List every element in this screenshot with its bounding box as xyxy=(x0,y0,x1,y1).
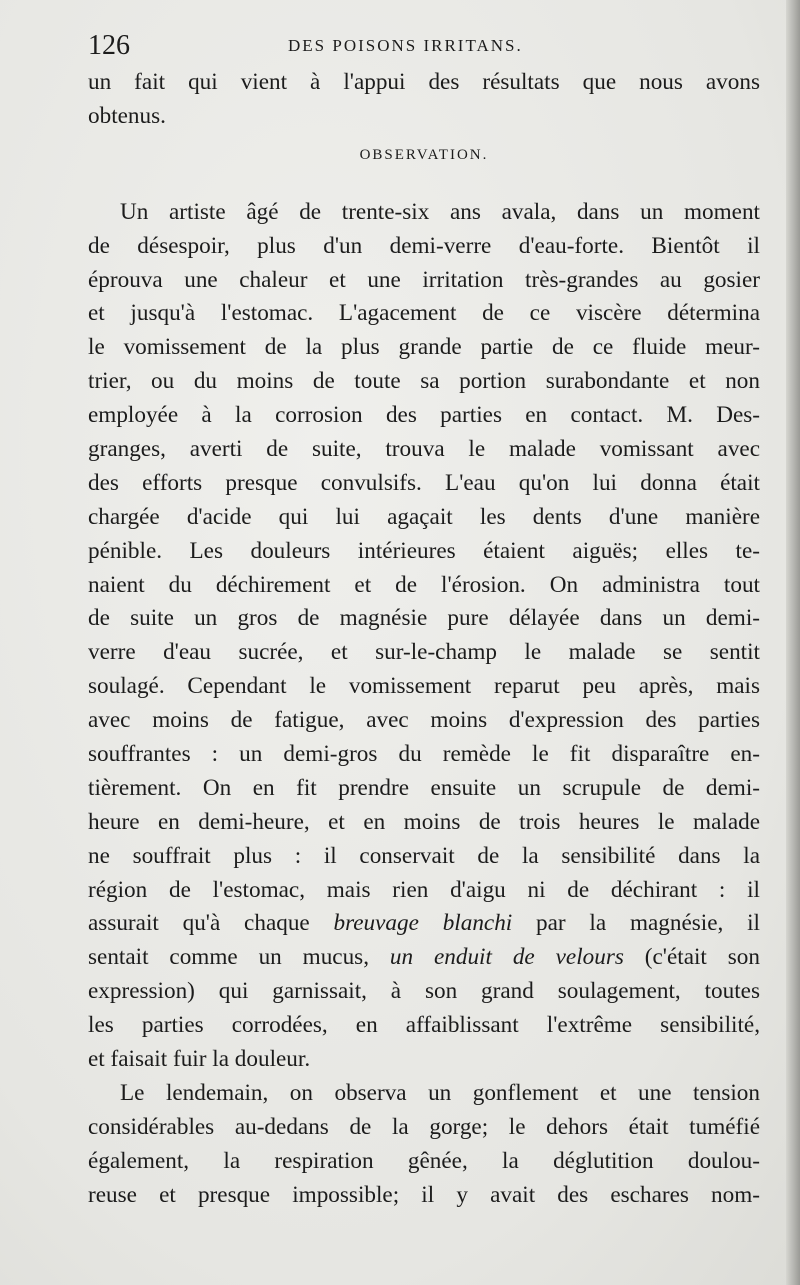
text-line-italic xyxy=(88,907,760,941)
line-segment: par la magnésie, il xyxy=(512,910,760,937)
text-line: avec moins de fatigue, avec moins d'expression des parties xyxy=(88,707,760,734)
text-line: des efforts presque convulsifs. L'eau qu'on lui donna était xyxy=(88,469,760,496)
page-edge-shadow xyxy=(786,0,800,1285)
italic-phrase: breuvage blanchi xyxy=(333,910,513,937)
italic-phrase: un enduit de velours xyxy=(389,944,624,971)
running-title: DES POISONS IRRITANS. xyxy=(288,36,523,55)
text-line: pénible. Les douleurs intérieures étaient aiguës; elles te- xyxy=(88,537,760,564)
text-line: obtenus. xyxy=(88,102,166,129)
section-heading: OBSERVATION. xyxy=(359,146,489,163)
text-line: de désespoir, plus d'un demi-verre d'eau-forte. Bientôt il xyxy=(88,232,760,259)
text-line: considérables au-dedans de la gorge; le dehors était tuméfié xyxy=(88,1113,760,1140)
text-line: de suite un gros de magnésie pure délayée dans un demi- xyxy=(88,605,760,632)
text-line: soulagé. Cependant le vomissement reparut peu après, mais xyxy=(88,673,760,700)
text-line: employée à la corrosion des parties en contact. M. Des- xyxy=(88,402,760,429)
text-line: expression) qui garnissait, à son grand soulagement, toutes xyxy=(88,978,760,1005)
text-line-italic xyxy=(88,941,760,975)
text-line: reuse et presque impossible; il y avait des eschares nom- xyxy=(88,1181,760,1208)
text-line: et faisait fuir la douleur. xyxy=(88,1046,311,1073)
text-line: région de l'estomac, mais rien d'aigu ni de déchirant : il xyxy=(88,876,760,903)
line-segment: assurait qu'à chaque xyxy=(88,910,334,937)
text-line: Le lendemain, on observa un gonflement et une tension xyxy=(120,1079,760,1106)
text-line: et jusqu'à l'estomac. L'agacement de ce viscère détermina xyxy=(88,300,760,327)
text-line: un fait qui vient à l'appui des résultats que nous avons xyxy=(88,69,760,95)
line-segment: (c'était son xyxy=(623,944,760,971)
text-line: éprouva une chaleur et une irritation très-grandes au gosier xyxy=(88,266,760,293)
text-line: les parties corrodées, en affaiblissant l'extrême sensibilité, xyxy=(88,1012,760,1039)
page-number: 126 xyxy=(88,30,130,61)
text-line: verre d'eau sucrée, et sur-le-champ le malade se sentit xyxy=(88,639,760,666)
text-line: souffrantes : un demi-gros du remède le fit disparaître en- xyxy=(88,741,760,768)
text-line: granges, averti de suite, trouva le malade vomissant avec xyxy=(88,436,760,463)
body-text xyxy=(88,66,760,1213)
text-line: également, la respiration gênée, la déglutition doulou- xyxy=(88,1147,760,1174)
page-header xyxy=(88,30,756,70)
text-line: tièrement. On en fit prendre ensuite un scrupule de demi- xyxy=(88,774,760,801)
text-line: chargée d'acide qui lui agaçait les dents d'une manière xyxy=(88,503,760,530)
text-line: heure en demi-heure, et en moins de trois heures le malade xyxy=(88,808,760,835)
text-line: trier, ou du moins de toute sa portion surabondante et non xyxy=(88,368,760,395)
line-segment: sentait comme un mucus, xyxy=(88,944,390,971)
text-line: Un artiste âgé de trente-six ans avala, dans un moment xyxy=(120,198,760,225)
text-line: naient du déchirement et de l'érosion. On administra tout xyxy=(88,571,760,598)
text-line: ne souffrait plus : il conservait de la sensibilité dans la xyxy=(88,842,760,869)
text-line: le vomissement de la plus grande partie de ce fluide meur- xyxy=(88,334,760,361)
